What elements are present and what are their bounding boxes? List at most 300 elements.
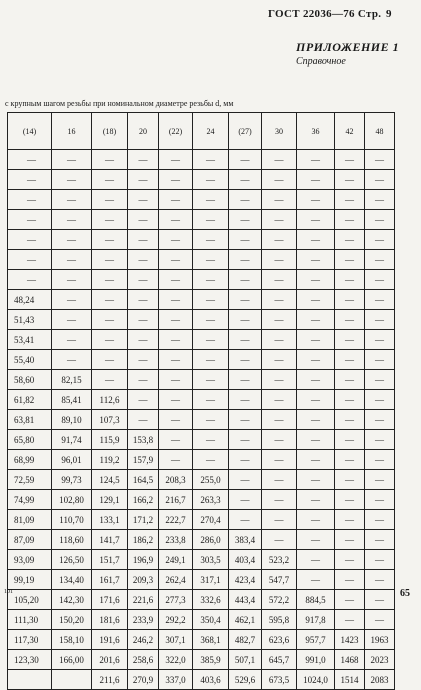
table-row	[8, 570, 395, 590]
table-cell: —	[193, 350, 229, 370]
table-cell: —	[128, 250, 159, 270]
table-cell: 134,40	[52, 570, 92, 590]
table-cell: 385,9	[193, 650, 229, 670]
table-cell: —	[297, 570, 335, 590]
table-cell: —	[159, 210, 193, 230]
column-header: 42	[335, 113, 365, 150]
table-cell: —	[297, 490, 335, 510]
table-cell: 133,1	[92, 510, 128, 530]
table-cell: —	[335, 530, 365, 550]
table-cell: —	[262, 150, 297, 170]
table-cell: 81,09	[8, 510, 52, 530]
table-cell: —	[262, 450, 297, 470]
table-cell: 645,7	[262, 650, 297, 670]
table-cell: —	[193, 330, 229, 350]
table-cell: —	[92, 270, 128, 290]
table-row	[8, 590, 395, 610]
table-cell: 164,5	[128, 470, 159, 490]
table-cell: 292,2	[159, 610, 193, 630]
table-cell: —	[297, 390, 335, 410]
table-cell: 286,0	[193, 530, 229, 550]
table-cell: 403,6	[193, 670, 229, 690]
table-cell: —	[335, 570, 365, 590]
table-cell: —	[229, 290, 262, 310]
table-cell: 142,30	[52, 590, 92, 610]
table-cell: —	[229, 170, 262, 190]
table-cell: —	[92, 150, 128, 170]
table-cell: 111,30	[8, 610, 52, 630]
table-cell: —	[297, 430, 335, 450]
table-row	[8, 310, 395, 330]
table-cell: 208,3	[159, 470, 193, 490]
table-cell: 126,50	[52, 550, 92, 570]
table-row	[8, 190, 395, 210]
table-cell: —	[52, 210, 92, 230]
table-cell: —	[193, 250, 229, 270]
table-cell: —	[229, 210, 262, 230]
table-cell: —	[128, 410, 159, 430]
table-cell: —	[335, 310, 365, 330]
table-cell: —	[365, 570, 395, 590]
table-cell: —	[159, 450, 193, 470]
table-cell: —	[365, 590, 395, 610]
table-cell: 221,6	[128, 590, 159, 610]
table-row	[8, 630, 395, 650]
table-cell: —	[297, 150, 335, 170]
table-cell: —	[193, 190, 229, 210]
table-cell: —	[8, 210, 52, 230]
table-cell: —	[262, 330, 297, 350]
table-cell: —	[365, 170, 395, 190]
table-cell: 102,80	[52, 490, 92, 510]
table-cell: 1024,0	[297, 670, 335, 690]
table-cell: —	[193, 230, 229, 250]
table-cell: —	[52, 330, 92, 350]
table-cell	[8, 670, 52, 690]
table-cell: 68,99	[8, 450, 52, 470]
table-cell: —	[297, 330, 335, 350]
table-cell: 233,9	[128, 610, 159, 630]
table-cell: —	[128, 330, 159, 350]
table-cell: —	[335, 390, 365, 410]
table-cell: —	[365, 610, 395, 630]
table-cell: 303,5	[193, 550, 229, 570]
table-cell: 150,20	[52, 610, 92, 630]
table-cell: 2083	[365, 670, 395, 690]
table-cell: 595,8	[262, 610, 297, 630]
table-cell: —	[193, 310, 229, 330]
table-cell: —	[365, 470, 395, 490]
table-cell: 166,00	[52, 650, 92, 670]
table-cell: —	[262, 430, 297, 450]
table-cell: —	[365, 310, 395, 330]
table-cell: —	[262, 350, 297, 370]
table-cell: 124,5	[92, 470, 128, 490]
table-row	[8, 530, 395, 550]
table-cell: —	[229, 310, 262, 330]
table-cell: —	[335, 170, 365, 190]
table-cell: 255,0	[193, 470, 229, 490]
appendix-subtitle: Справочное	[296, 56, 346, 67]
table-cell: —	[229, 150, 262, 170]
table-cell: —	[52, 350, 92, 370]
thread-diameter-table	[7, 112, 395, 690]
table-cell: 157,9	[128, 450, 159, 470]
table-cell: —	[335, 410, 365, 430]
table-row	[8, 370, 395, 390]
table-cell: —	[193, 270, 229, 290]
table-cell: 61,82	[8, 390, 52, 410]
table-cell: —	[335, 350, 365, 370]
table-row	[8, 390, 395, 410]
table-cell: 462,1	[229, 610, 262, 630]
table-cell: —	[262, 490, 297, 510]
table-cell: 107,3	[92, 410, 128, 430]
table-body	[8, 150, 395, 690]
table-cell: 99,19	[8, 570, 52, 590]
table-cell: —	[365, 510, 395, 530]
table-cell: —	[365, 210, 395, 230]
table-cell	[52, 670, 92, 690]
table-cell: —	[262, 250, 297, 270]
table-cell: 263,3	[193, 490, 229, 510]
table-cell: —	[297, 190, 335, 210]
table-cell: 158,10	[52, 630, 92, 650]
table-row	[8, 430, 395, 450]
table-cell: 48,24	[8, 290, 52, 310]
table-cell: —	[92, 210, 128, 230]
table-cell: —	[297, 310, 335, 330]
table-cell: —	[52, 150, 92, 170]
table-cell: —	[365, 370, 395, 390]
table-cell: —	[193, 170, 229, 190]
table-cell: —	[159, 270, 193, 290]
table-cell: 91,74	[52, 430, 92, 450]
table-cell: —	[262, 510, 297, 530]
table-cell: —	[262, 410, 297, 430]
table-cell: —	[365, 150, 395, 170]
table-cell: 216,7	[159, 490, 193, 510]
table-cell: 93,09	[8, 550, 52, 570]
table-cell: —	[229, 510, 262, 530]
table-cell: 623,6	[262, 630, 297, 650]
table-cell: —	[128, 150, 159, 170]
column-header: 16	[52, 113, 92, 150]
table-cell: —	[335, 550, 365, 570]
table-cell: —	[335, 270, 365, 290]
table-cell: —	[193, 410, 229, 430]
table-cell: 443,4	[229, 590, 262, 610]
appendix-title: ПРИЛОЖЕНИЕ 1	[296, 40, 400, 54]
table-cell: 110,70	[52, 510, 92, 530]
table-cell: —	[262, 470, 297, 490]
table-caption: с крупным шагом резьбы при номинальном диаметре резьбы d, мм	[5, 99, 234, 108]
table-cell: 991,0	[297, 650, 335, 670]
table-cell: —	[52, 290, 92, 310]
table-cell: 2023	[365, 650, 395, 670]
table-cell: —	[159, 430, 193, 450]
table-cell: —	[335, 250, 365, 270]
table-row	[8, 510, 395, 530]
table-cell: —	[262, 170, 297, 190]
column-header: 24	[193, 113, 229, 150]
table-cell: —	[297, 170, 335, 190]
table-cell: —	[262, 270, 297, 290]
table-cell: —	[8, 250, 52, 270]
table-cell: 191,6	[92, 630, 128, 650]
table-cell: 58,60	[8, 370, 52, 390]
table-cell: —	[297, 530, 335, 550]
column-header: (27)	[229, 113, 262, 150]
table-cell: —	[193, 210, 229, 230]
table-cell: —	[229, 250, 262, 270]
table-cell: 63,81	[8, 410, 52, 430]
table-cell: 74,99	[8, 490, 52, 510]
table-row	[8, 490, 395, 510]
table-cell: 423,4	[229, 570, 262, 590]
table-cell: 141,7	[92, 530, 128, 550]
table-cell: 129,1	[92, 490, 128, 510]
table-cell: —	[365, 410, 395, 430]
table-cell: —	[335, 190, 365, 210]
table-cell: 161,7	[92, 570, 128, 590]
column-header: (14)	[8, 113, 52, 150]
table-cell: 87,09	[8, 530, 52, 550]
table-cell: 350,4	[193, 610, 229, 630]
table-cell: —	[52, 310, 92, 330]
table-cell: 211,6	[92, 670, 128, 690]
table-cell: —	[8, 170, 52, 190]
column-header: (22)	[159, 113, 193, 150]
table-row	[8, 670, 395, 690]
table-row	[8, 230, 395, 250]
table-cell: 222,7	[159, 510, 193, 530]
column-header: 20	[128, 113, 159, 150]
table-cell: —	[365, 490, 395, 510]
table-cell: —	[229, 430, 262, 450]
table-cell: —	[335, 290, 365, 310]
table-cell: 383,4	[229, 530, 262, 550]
table-cell: —	[229, 330, 262, 350]
footer-left-mark: 101	[4, 589, 13, 595]
table-cell: 171,2	[128, 510, 159, 530]
table-cell: 884,5	[297, 590, 335, 610]
table-cell: —	[335, 210, 365, 230]
table-cell: 332,6	[193, 590, 229, 610]
table-cell: —	[128, 390, 159, 410]
column-header: 48	[365, 113, 395, 150]
table-cell: 151,7	[92, 550, 128, 570]
table-cell: 1963	[365, 630, 395, 650]
table-cell: —	[297, 550, 335, 570]
table-row	[8, 650, 395, 670]
table-cell: —	[297, 230, 335, 250]
standard-header: ГОСТ 22036—76 Стр.	[268, 8, 382, 20]
table-cell: —	[365, 550, 395, 570]
table-cell: —	[159, 290, 193, 310]
table-cell: 117,30	[8, 630, 52, 650]
table-cell: —	[92, 350, 128, 370]
table-cell: 51,43	[8, 310, 52, 330]
table-cell: 96,01	[52, 450, 92, 470]
table-cell: —	[52, 250, 92, 270]
table-cell: —	[52, 170, 92, 190]
table-row	[8, 170, 395, 190]
table-cell: —	[159, 310, 193, 330]
table-cell: —	[128, 290, 159, 310]
column-header: (18)	[92, 113, 128, 150]
table-cell: 115,9	[92, 430, 128, 450]
table-cell: —	[92, 310, 128, 330]
table-cell: —	[229, 350, 262, 370]
table-cell: 171,6	[92, 590, 128, 610]
table-row	[8, 350, 395, 370]
table-cell: —	[335, 490, 365, 510]
table-cell: —	[52, 230, 92, 250]
table-cell: —	[52, 270, 92, 290]
table-row	[8, 270, 395, 290]
table-cell: —	[365, 450, 395, 470]
table-cell: —	[297, 350, 335, 370]
table-cell: —	[229, 370, 262, 390]
table-cell: —	[262, 210, 297, 230]
table-cell: 317,1	[193, 570, 229, 590]
table-cell: —	[365, 190, 395, 210]
table-cell: —	[262, 310, 297, 330]
table-cell: —	[229, 230, 262, 250]
table-cell: 181,6	[92, 610, 128, 630]
table-cell: —	[365, 250, 395, 270]
table-cell: —	[8, 190, 52, 210]
column-header: 36	[297, 113, 335, 150]
table-cell: —	[297, 250, 335, 270]
table-cell: —	[335, 610, 365, 630]
table-cell: —	[229, 390, 262, 410]
page-number: 9	[386, 8, 392, 20]
table-cell: 507,1	[229, 650, 262, 670]
table-cell: —	[297, 270, 335, 290]
table-cell: —	[52, 190, 92, 210]
table-cell: 307,1	[159, 630, 193, 650]
table-cell: —	[297, 290, 335, 310]
column-header: 30	[262, 113, 297, 150]
table-cell: —	[159, 250, 193, 270]
table-cell: 53,41	[8, 330, 52, 350]
table-cell: —	[297, 410, 335, 430]
table-cell: 270,9	[128, 670, 159, 690]
table-cell: 89,10	[52, 410, 92, 430]
table-cell: 123,30	[8, 650, 52, 670]
table-cell: 112,6	[92, 390, 128, 410]
table-header-row	[8, 113, 395, 150]
table-cell: —	[335, 590, 365, 610]
table-cell: —	[8, 270, 52, 290]
table-row	[8, 150, 395, 170]
table-cell: —	[365, 290, 395, 310]
table-cell: —	[193, 390, 229, 410]
table-cell: 673,5	[262, 670, 297, 690]
table-cell: 482,7	[229, 630, 262, 650]
table-cell: 201,6	[92, 650, 128, 670]
table-cell: 368,1	[193, 630, 229, 650]
table-row	[8, 470, 395, 490]
table-cell: —	[128, 230, 159, 250]
table-cell: —	[229, 450, 262, 470]
table-cell: 209,3	[128, 570, 159, 590]
table-cell: —	[159, 230, 193, 250]
table-cell: —	[365, 330, 395, 350]
table-cell: —	[128, 270, 159, 290]
table-row	[8, 610, 395, 630]
table-cell: 105,20	[8, 590, 52, 610]
table-cell: —	[262, 230, 297, 250]
table-cell: 72,59	[8, 470, 52, 490]
table-cell: —	[365, 230, 395, 250]
table-cell: 270,4	[193, 510, 229, 530]
table-cell: —	[297, 210, 335, 230]
table-cell: —	[92, 290, 128, 310]
table-cell: —	[335, 450, 365, 470]
table-cell: 233,8	[159, 530, 193, 550]
table-cell: —	[128, 350, 159, 370]
table-cell: 153,8	[128, 430, 159, 450]
table-cell: —	[229, 270, 262, 290]
table-cell: —	[92, 190, 128, 210]
table-cell: 547,7	[262, 570, 297, 590]
table-cell: 82,15	[52, 370, 92, 390]
table-cell: —	[297, 370, 335, 390]
table-row	[8, 290, 395, 310]
table-cell: —	[193, 450, 229, 470]
table-cell: 258,6	[128, 650, 159, 670]
table-cell: 337,0	[159, 670, 193, 690]
table-cell: —	[365, 270, 395, 290]
table-cell: 403,4	[229, 550, 262, 570]
table-cell: —	[229, 410, 262, 430]
table-cell: 917,8	[297, 610, 335, 630]
table-cell: —	[365, 350, 395, 370]
table-cell: 65,80	[8, 430, 52, 450]
table-cell: —	[159, 390, 193, 410]
table-cell: 1468	[335, 650, 365, 670]
table-row	[8, 330, 395, 350]
table-row	[8, 250, 395, 270]
table-cell: 118,60	[52, 530, 92, 550]
table-cell: —	[229, 490, 262, 510]
table-cell: 1514	[335, 670, 365, 690]
table-cell: —	[262, 370, 297, 390]
table-cell: —	[128, 370, 159, 390]
table-cell: 529,6	[229, 670, 262, 690]
table-cell: —	[92, 330, 128, 350]
table-cell: —	[193, 150, 229, 170]
table-cell: —	[365, 430, 395, 450]
table-cell: —	[128, 190, 159, 210]
table-cell: —	[335, 370, 365, 390]
table-cell: —	[128, 310, 159, 330]
table-cell: —	[262, 290, 297, 310]
table-cell: 957,7	[297, 630, 335, 650]
table-cell: —	[159, 350, 193, 370]
table-cell: 85,41	[52, 390, 92, 410]
table-cell: —	[297, 450, 335, 470]
table-cell: —	[159, 410, 193, 430]
table-cell: 246,2	[128, 630, 159, 650]
table-cell: —	[365, 530, 395, 550]
table-cell: —	[297, 470, 335, 490]
table-cell: —	[365, 390, 395, 410]
table-row	[8, 410, 395, 430]
